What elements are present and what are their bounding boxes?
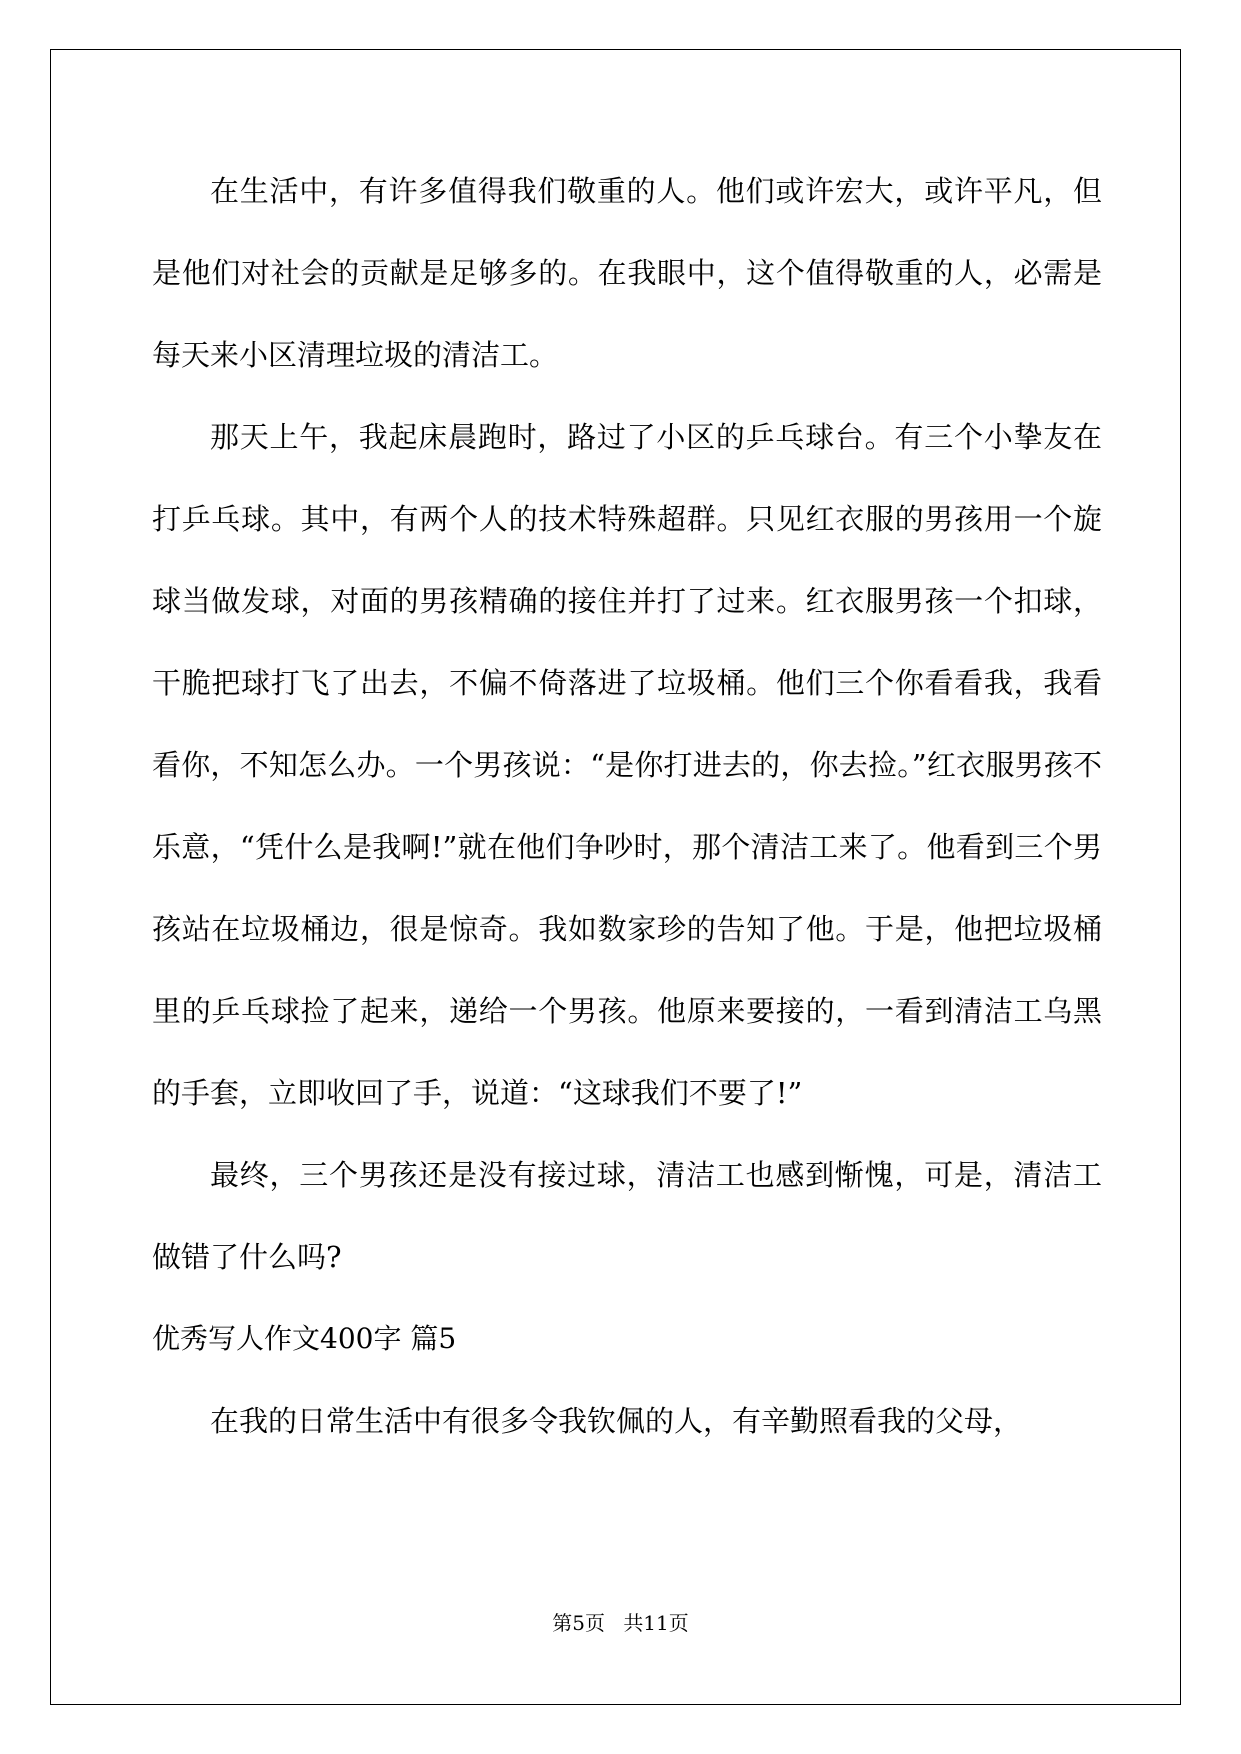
page-number: 第5页 <box>552 1611 605 1635</box>
section-heading: 优秀写人作文400字 篇5 <box>152 1322 457 1355</box>
page-footer <box>0 1607 1241 1636</box>
page-total: 共11页 <box>623 1611 689 1635</box>
paragraph-1: 在生活中，有许多值得我们敬重的人。他们或许宏大，或许平凡，但是他们对社会的贡献是足够多的。在我眼中，这个值得敬重的人，必需是每天来小区清理垃圾的清洁工。 <box>152 174 1102 372</box>
paragraph-2: 那天上午，我起床晨跑时，路过了小区的乒乓球台。有三个小挚友在打乒乓球。其中，有两个人的技术特殊超群。只见红衣服的男孩用一个旋球当做发球，对面的男孩精确的接住并打了过来。红衣服男孩一个扣球，干脆把球打飞了出去，不偏不倚落进了垃圾桶。他们三个你看看我，我看看你，不知怎么办。一个男孩说：“是你打进去的，你去捡。”红衣服男孩不乐意，“凭什么是我啊!”就在他们争吵时，那个清洁工来了。他看到三个男孩站在垃圾桶边，很是惊奇。我如数家珍的告知了他。于是，他把垃圾桶里的乒乓球捡了起来，递给一个男孩。他原来要接的，一看到清洁工乌黑的手套，立即收回了手，说道：“这球我们不要了!” <box>152 420 1102 1110</box>
document-body <box>152 150 1102 1462</box>
paragraph-4: 在我的日常生活中有很多令我钦佩的人，有辛勤照看我的父母， <box>210 1404 1023 1438</box>
paragraph-3: 最终，三个男孩还是没有接过球，清洁工也感到惭愧，可是，清洁工做错了什么吗? <box>152 1158 1102 1274</box>
